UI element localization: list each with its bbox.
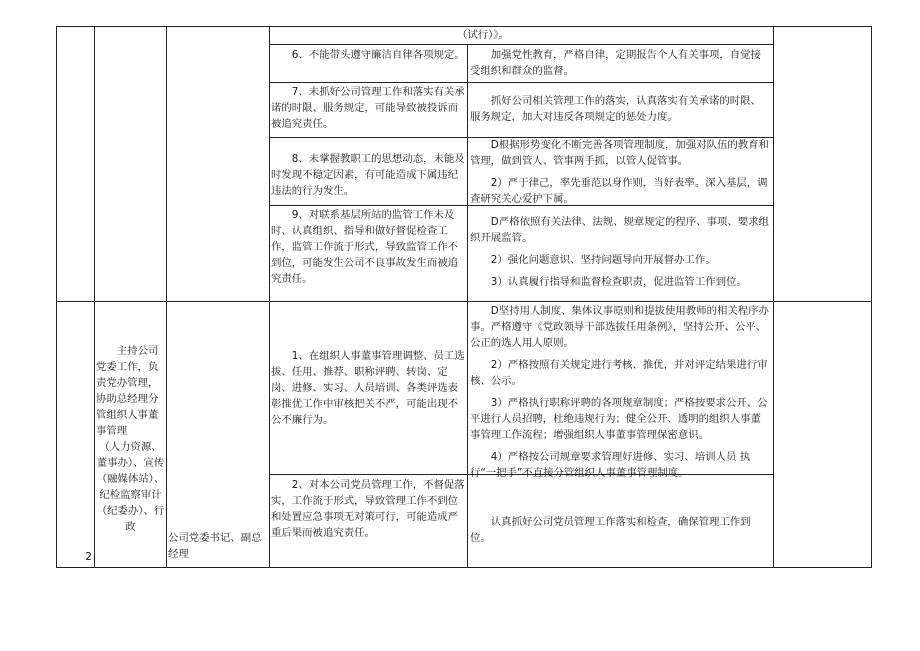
risk-item-6: 6、不能带头遵守廉洁自律各项规定。 [291,49,465,61]
risk-item-2-1: 1、在组织人事董事管理调整、员工选拔、任用、推荐、职称评聘、转岗、定岗、进修、实习、人员培训、各类评选表彰推优工作中审核把关不严，可能出现不公不廉行为。 [271,350,465,426]
measure-9-point-2: 2）强化问题意识、坚持问题导向开展督办工作。 [490,254,716,266]
column-divider [94,26,95,568]
row-divider [269,44,773,45]
table-bottom-border [56,567,871,568]
section-divider [56,301,871,302]
column-divider [773,26,774,568]
row-divider [269,82,773,83]
measure-9-point-3: 3）认真履行指导和监督检查职责，促进监管工作到位。 [490,276,747,288]
measure-item-2-1 [470,303,770,481]
measure-2-1-point-4: 4）严格按公司规章要求管理好进修、实习、培训人员 执行“一把手”不直接分管组织人事董事管理制度。 [470,451,751,479]
section-number: 2 [85,551,92,563]
duties-subtext-1: （人力资源、董事办）、宣传 [96,441,165,469]
risk-item-8: 8、未掌握教职工的思想动态，未能及时发现不稳定因素，有可能造成下属违纪违法的行为发生。 [271,153,465,197]
table-right-border [871,26,872,568]
position-cell: 公司党委书记、副总经理 [168,532,262,560]
measure-2-1-point-1: D坚持用人制度、集体议事原则和提拔使用教师的相关程序办事。严格遵守《党政领导干部选拔任用条例》，坚持公开、公平、公正的选人用人原则。 [470,305,769,349]
measure-item-9 [470,214,770,290]
measure-item-7: 抓好公司相关管理工作的落实，认真落实有关承诺的时限、服务规定，加大对违反各项规定的惩处力度。 [470,95,761,123]
column-divider [467,44,468,568]
duties-subtext-2: （融媒体站）、纪检监察审计（纪委办）、行政 [96,473,165,533]
measure-2-1-point-2: 2）严格按照有关规定进行考核、推优，并对评定结果进行审核、公示。 [470,359,768,387]
column-divider [269,26,270,568]
risk-item-7: 7、未抓好公司管理工作和落实有关承诺的时限、服务规定，可能导致被投诉而被追究责任。 [271,86,465,130]
duties-text: 主持公司党委工作，负责党办管理，协助总经理分管组织人事董事管理 [96,345,159,437]
previous-measure-fragment: （试行）》。 [457,29,509,41]
measure-9-point-1: D严格依照有关法律、法规、规章规定的程序、事项、要求组织开展监管。 [470,216,769,244]
column-divider [166,26,167,568]
measure-8-point-2: 2）严于律己，率先垂范以身作则，当好表率。深入基层，调查研究关心爱护下属。 [470,177,768,205]
risk-item-2-2: 2、对本公司党员管理工作，不督促落实，工作流于形式，导致管理工作不到位和处置应急事项无对策可行，可能造成严重后果而被追究责任。 [271,479,465,539]
measure-item-8 [470,137,770,207]
measure-8-point-1: D根据形势变化不断完善各项管理制度，加强对队伍的教育和管理，做到管人、管事两手抓，以管人促管事。 [470,139,769,167]
measure-2-1-point-3: 3）严格执行职称评聘的各项规章制度；严格按要求公开、公平进行人员招聘，杜绝违规行为；健全公开、透明的组织人事董事管理工作流程；增强组织人事董事管理保密意识。 [470,397,768,441]
risk-item-9: 9、对联系基层所站的监管工作未及时、认真组织、指导和做好督促检查工作，监管工作流于形式，导致监管工作不到位，可能发生公司不良事故发生而被追究责任。 [271,209,459,285]
measure-item-6: 加强党性教育，严格自律，定期报告个人有关事项，自觉接受组织和群众的监督。 [470,49,761,77]
responsibility-risk-table [56,26,871,567]
measure-item-2-2: 认真抓好公司党员管理工作落实和检查，确保管理工作到位。 [470,516,751,544]
duties-cell [96,343,165,535]
